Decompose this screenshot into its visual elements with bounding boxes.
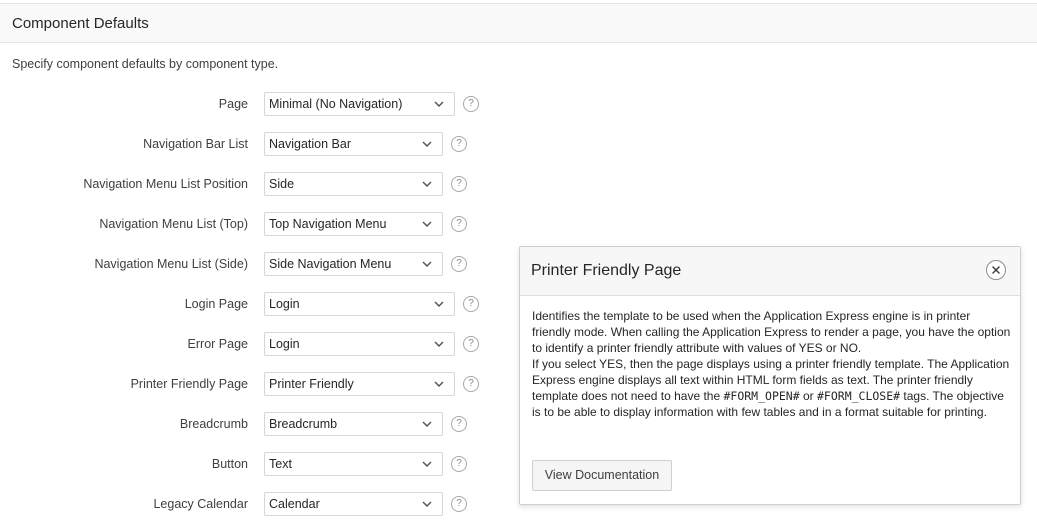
form-row bbox=[0, 332, 500, 356]
help-icon[interactable]: ? bbox=[451, 256, 467, 272]
form-row bbox=[0, 412, 500, 436]
select-value: Calendar bbox=[269, 497, 320, 511]
select-value: Login bbox=[269, 337, 300, 351]
select-value: Printer Friendly bbox=[269, 377, 354, 391]
form-row bbox=[0, 452, 500, 476]
select-field[interactable] bbox=[264, 492, 443, 516]
popup-text: If you select YES, then the page displays using a printer friendly template. The Application Express engine displays all text within HTML form fields as text. The printer friendly template does not need to have the bbox=[532, 357, 1010, 403]
field-label: Navigation Menu List (Side) bbox=[94, 257, 248, 271]
select-field[interactable] bbox=[264, 172, 443, 196]
region-header bbox=[0, 3, 1037, 43]
help-icon[interactable]: ? bbox=[451, 216, 467, 232]
select-field[interactable] bbox=[264, 332, 455, 356]
help-icon[interactable]: ? bbox=[451, 136, 467, 152]
field-label: Navigation Menu List Position bbox=[83, 177, 248, 191]
help-icon[interactable]: ? bbox=[463, 96, 479, 112]
select-value: Navigation Bar bbox=[269, 137, 351, 151]
select-field[interactable] bbox=[264, 132, 443, 156]
field-label: Navigation Bar List bbox=[143, 137, 248, 151]
chevron-down-icon bbox=[422, 181, 432, 188]
chevron-down-icon bbox=[422, 221, 432, 228]
popup-paragraph-2 bbox=[532, 356, 1012, 420]
chevron-down-icon bbox=[434, 341, 444, 348]
select-value: Top Navigation Menu bbox=[269, 217, 387, 231]
region-title: Component Defaults bbox=[12, 15, 149, 32]
chevron-down-icon bbox=[434, 301, 444, 308]
chevron-down-icon bbox=[434, 101, 444, 108]
field-label: Printer Friendly Page bbox=[130, 377, 248, 391]
field-label: Error Page bbox=[187, 337, 248, 351]
select-value: Side Navigation Menu bbox=[269, 257, 392, 271]
help-icon[interactable]: ? bbox=[451, 496, 467, 512]
select-value: Breadcrumb bbox=[269, 417, 338, 431]
chevron-down-icon bbox=[422, 501, 432, 508]
select-field[interactable] bbox=[264, 92, 455, 116]
form-row bbox=[0, 492, 500, 516]
field-label: Page bbox=[218, 97, 248, 111]
help-icon[interactable]: ? bbox=[451, 176, 467, 192]
field-label: Legacy Calendar bbox=[153, 497, 248, 511]
select-field[interactable] bbox=[264, 412, 443, 436]
select-field[interactable] bbox=[264, 292, 455, 316]
help-icon[interactable]: ? bbox=[451, 456, 467, 472]
select-value: Login bbox=[269, 297, 300, 311]
select-field[interactable] bbox=[264, 372, 455, 396]
region-description: Specify component defaults by component type. bbox=[12, 57, 279, 71]
field-label: Navigation Menu List (Top) bbox=[99, 217, 248, 231]
popup-title: Printer Friendly Page bbox=[531, 262, 682, 279]
field-label: Button bbox=[211, 457, 248, 471]
form-row bbox=[0, 132, 500, 156]
select-field[interactable] bbox=[264, 212, 443, 236]
help-icon[interactable]: ? bbox=[463, 296, 479, 312]
chevron-down-icon bbox=[422, 461, 432, 468]
view-documentation-button[interactable]: View Documentation bbox=[532, 460, 672, 491]
form-row bbox=[0, 292, 500, 316]
form-row bbox=[0, 252, 500, 276]
popup-header bbox=[520, 247, 1020, 296]
help-icon[interactable]: ? bbox=[463, 376, 479, 392]
field-label: Login Page bbox=[184, 297, 248, 311]
popup-body bbox=[532, 308, 1012, 420]
select-value: Minimal (No Navigation) bbox=[269, 97, 403, 111]
select-field[interactable] bbox=[264, 452, 443, 476]
select-value: Text bbox=[269, 457, 292, 471]
form-row bbox=[0, 372, 500, 396]
help-popup bbox=[519, 246, 1021, 505]
chevron-down-icon bbox=[422, 421, 432, 428]
popup-text: or bbox=[799, 389, 817, 403]
help-icon[interactable]: ? bbox=[451, 416, 467, 432]
select-field[interactable] bbox=[264, 252, 443, 276]
form-close-code: #FORM_CLOSE# bbox=[817, 389, 901, 403]
field-label: Breadcrumb bbox=[179, 417, 248, 431]
chevron-down-icon bbox=[434, 381, 444, 388]
chevron-down-icon bbox=[422, 141, 432, 148]
close-icon bbox=[992, 266, 1000, 274]
form-open-code: #FORM_OPEN# bbox=[723, 389, 800, 403]
popup-text: tags. The objective is to be able to display information with few tables and in a format suitable for printing. bbox=[532, 389, 1004, 419]
help-icon[interactable]: ? bbox=[463, 336, 479, 352]
select-value: Side bbox=[269, 177, 295, 191]
popup-paragraph-1: Identifies the template to be used when the Application Express engine is in printer friendly mode. When calling the Application Express to render a page, you have the option to identify a printer friendly attribute with values of YES or NO. bbox=[532, 309, 1011, 355]
close-button[interactable] bbox=[986, 260, 1006, 280]
chevron-down-icon bbox=[422, 261, 432, 268]
form-row bbox=[0, 172, 500, 196]
form-row bbox=[0, 212, 500, 236]
form-row bbox=[0, 92, 500, 116]
